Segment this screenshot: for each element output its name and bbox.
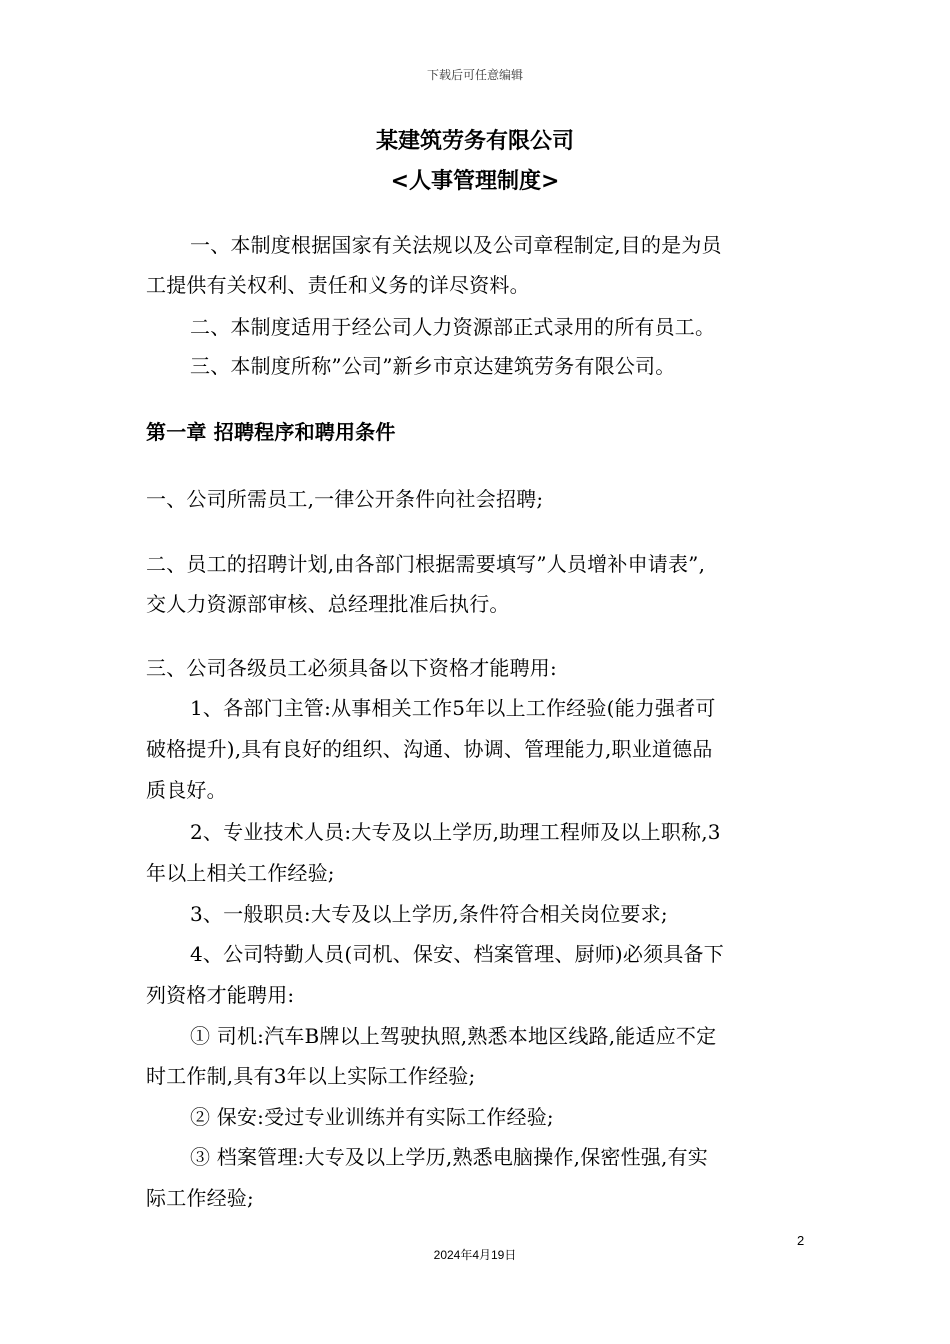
body-line: 1、各部门主管:从事相关工作5年以上工作经验(能力强者可 (190, 696, 716, 720)
body-line: 交人力资源部审核、总经理批准后执行。 (146, 592, 510, 616)
chapter-heading: 第一章 招聘程序和聘用条件 (146, 420, 396, 444)
body-line: 一、公司所需员工,一律公开条件向社会招聘; (146, 487, 544, 511)
header-note: 下载后可任意编辑 (426, 68, 523, 82)
footer-date: 2024年4月19日 (433, 1248, 517, 1262)
body-line: 列资格才能聘用: (146, 983, 295, 1007)
intro-line: 工提供有关权利、责任和义务的详尽资料。 (146, 273, 530, 297)
body-line: ② 保安:受过专业训练并有实际工作经验; (190, 1105, 554, 1129)
company-title: 某建筑劳务有限公司 (375, 129, 574, 154)
body-line: ① 司机:汽车B牌以上驾驶执照,熟悉本地区线路,能适应不定 (190, 1024, 717, 1048)
document-title: <人事管理制度> (390, 169, 560, 194)
body-line: 年以上相关工作经验; (146, 861, 335, 885)
page-number: 2 (797, 1233, 805, 1248)
body-line: 4、公司特勤人员(司机、保安、档案管理、厨师)必须具备下 (190, 942, 724, 966)
body-line: 3、一般职员:大专及以上学历,条件符合相关岗位要求; (190, 902, 668, 926)
body-line: ③ 档案管理:大专及以上学历,熟悉电脑操作,保密性强,有实 (190, 1145, 708, 1169)
body-line: 际工作经验; (146, 1186, 254, 1210)
body-line: 破格提升),具有良好的组织、沟通、协调、管理能力,职业道德品 (146, 737, 713, 761)
body-line: 二、员工的招聘计划,由各部门根据需要填写”人员增补申请表”, (146, 552, 706, 576)
body-line: 质良好。 (146, 778, 227, 802)
body-line: 三、公司各级员工必须具备以下资格才能聘用: (146, 656, 557, 680)
body-line: 2、专业技术人员:大专及以上学历,助理工程师及以上职称,3 (190, 820, 721, 844)
body-line: 时工作制,具有3年以上实际工作经验; (146, 1064, 476, 1088)
intro-line: 二、本制度适用于经公司人力资源部正式录用的所有员工。 (190, 315, 716, 339)
intro-line: 三、本制度所称”公司”新乡市京达建筑劳务有限公司。 (190, 354, 676, 378)
intro-line: 一、本制度根据国家有关法规以及公司章程制定,目的是为员 (190, 233, 722, 257)
